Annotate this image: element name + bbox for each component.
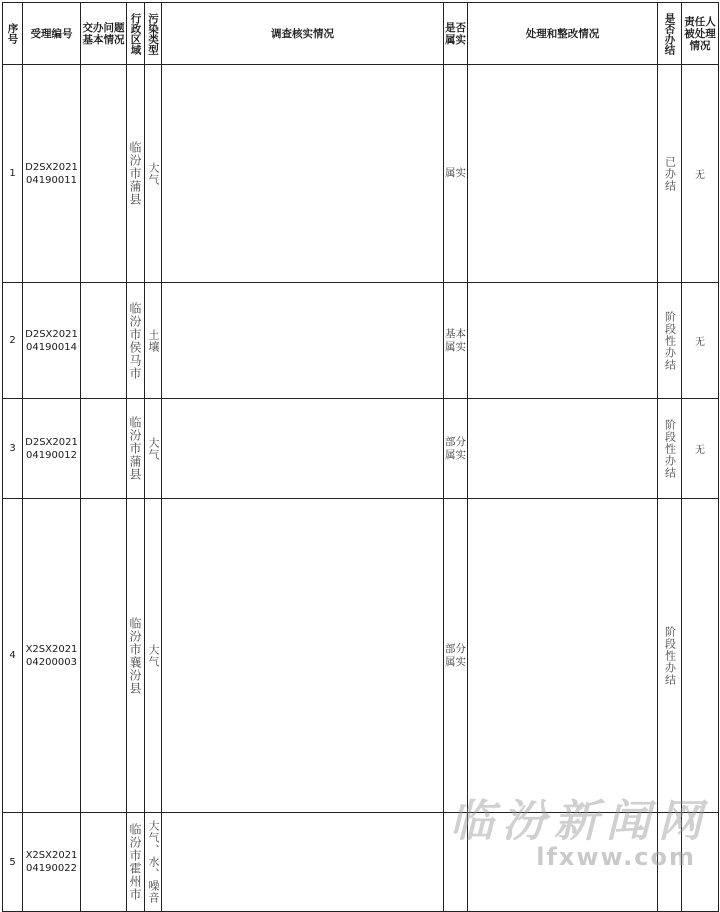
row-seq: 3 xyxy=(3,399,23,499)
row-investigation xyxy=(162,65,444,283)
row-region: 临汾市襄汾县 xyxy=(127,499,145,813)
table-row xyxy=(3,65,719,283)
row-pollution: 大气 xyxy=(145,399,162,499)
table-row xyxy=(3,283,719,399)
header-pollution: 污染类型 xyxy=(145,3,162,65)
row-closed xyxy=(658,813,682,912)
row-investigation xyxy=(162,499,444,813)
row-investigation xyxy=(162,283,444,399)
row-verified: 属实 xyxy=(444,65,468,283)
header-handling: 处理和整改情况 xyxy=(468,3,658,65)
row-basic xyxy=(81,283,127,399)
row-accountability: 无 xyxy=(682,399,719,499)
row-closed: 阶段性办结 xyxy=(658,283,682,399)
row-accountability: 无 xyxy=(682,283,719,399)
row-code: D2SX202104190014 xyxy=(23,283,81,399)
watermark-text: 临汾新闻网 xyxy=(450,796,710,847)
row-region: 临汾市侯马市 xyxy=(127,283,145,399)
header-verified: 是否属实 xyxy=(444,3,468,65)
row-basic xyxy=(81,499,127,813)
row-investigation xyxy=(162,813,444,912)
row-handling xyxy=(468,399,658,499)
row-pollution: 土壤 xyxy=(145,283,162,399)
row-region: 临汾市蒲县 xyxy=(127,399,145,499)
row-code: X2SX202104200003 xyxy=(23,499,81,813)
header-seq: 序号 xyxy=(3,3,23,65)
row-accountability xyxy=(682,499,719,813)
row-handling xyxy=(468,65,658,283)
row-basic xyxy=(81,813,127,912)
row-region: 临汾市霍州市 xyxy=(127,813,145,912)
table-row xyxy=(3,813,719,912)
row-code: X2SX202104190022 xyxy=(23,813,81,912)
row-seq: 4 xyxy=(3,499,23,813)
header-closed: 是否办结 xyxy=(658,3,682,65)
row-seq: 5 xyxy=(3,813,23,912)
row-basic xyxy=(81,399,127,499)
row-region: 临汾市蒲县 xyxy=(127,65,145,283)
row-verified xyxy=(444,813,468,912)
header-row xyxy=(3,3,719,65)
row-pollution: 大气 xyxy=(145,499,162,813)
row-verified: 基本属实 xyxy=(444,283,468,399)
row-investigation xyxy=(162,399,444,499)
row-seq: 2 xyxy=(3,283,23,399)
table-row xyxy=(3,499,719,813)
complaint-table xyxy=(2,2,719,912)
row-code: D2SX202104190011 xyxy=(23,65,81,283)
header-investigation: 调查核实情况 xyxy=(162,3,444,65)
row-handling xyxy=(468,499,658,813)
row-closed: 已办结 xyxy=(658,65,682,283)
row-basic xyxy=(81,65,127,283)
row-verified: 部分属实 xyxy=(444,399,468,499)
row-accountability: 无 xyxy=(682,65,719,283)
row-closed: 阶段性办结 xyxy=(658,399,682,499)
header-accountability: 责任人被处理情况 xyxy=(682,3,719,65)
row-closed: 阶段性办结 xyxy=(658,499,682,813)
row-verified: 部分属实 xyxy=(444,499,468,813)
row-pollution: 大气 xyxy=(145,65,162,283)
row-accountability xyxy=(682,813,719,912)
row-pollution: 大气、水、噪音 xyxy=(145,813,162,912)
table-row xyxy=(3,399,719,499)
header-code: 受理编号 xyxy=(23,3,81,65)
row-seq: 1 xyxy=(3,65,23,283)
header-region: 行政区域 xyxy=(127,3,145,65)
row-handling xyxy=(468,283,658,399)
header-basic: 交办问题基本情况 xyxy=(81,3,127,65)
row-handling xyxy=(468,813,658,912)
row-code: D2SX202104190012 xyxy=(23,399,81,499)
watermark-url: lfxww.com xyxy=(536,843,696,871)
